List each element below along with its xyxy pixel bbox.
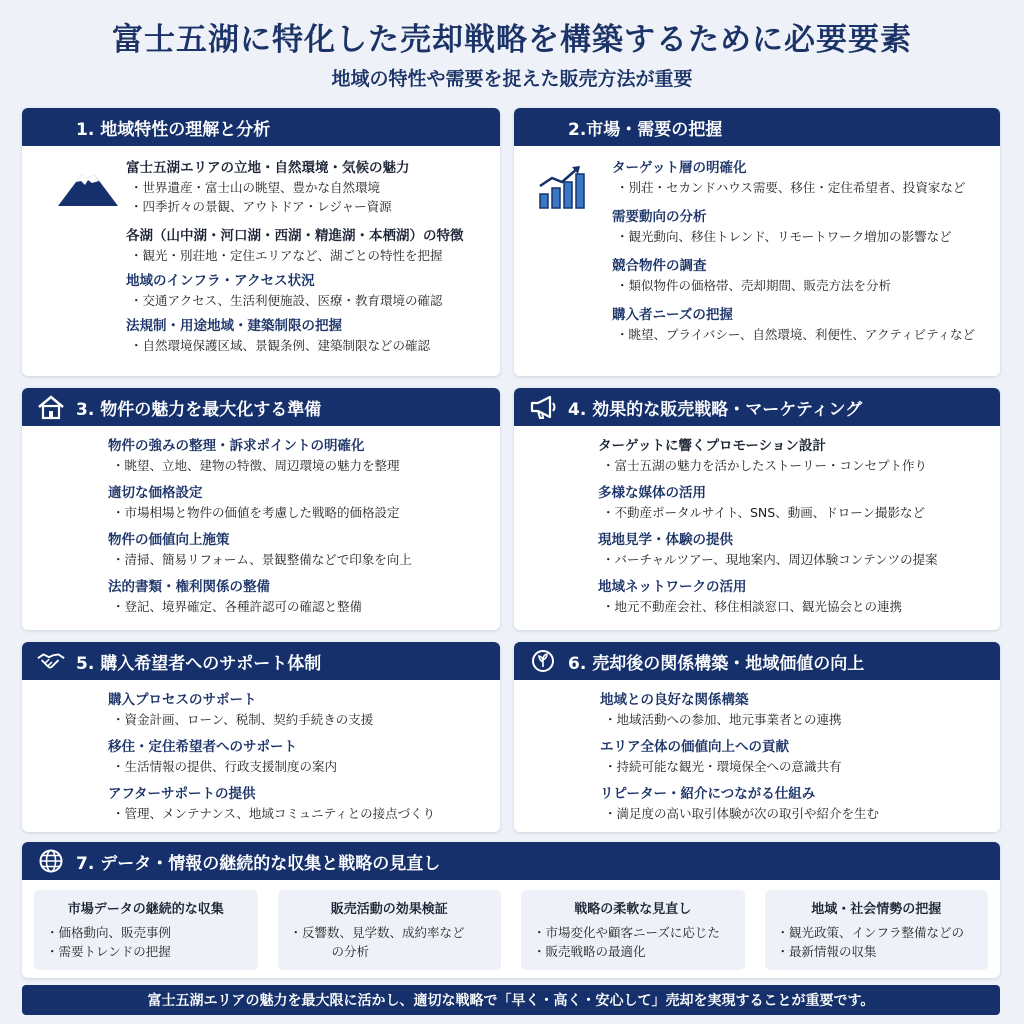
bullet-text: ・最新情報の収集: [776, 944, 877, 959]
bullet-text: ・眺望、プライバシー、自然環境、利便性、アクティビティなど: [616, 327, 976, 342]
bullet-text: ・管理、メンテナンス、地域コミュニティとの接点づくり: [112, 806, 436, 821]
bullet-text: ・持続可能な観光・環境保全への意識共有: [604, 759, 842, 774]
page-title: 富士五湖に特化した売却戦略を構築するために必要要素: [112, 22, 912, 58]
bullet-text: ・世界遺産・富士山の眺望、豊かな自然環境: [130, 180, 381, 195]
bullet-text: ・別荘・セカンドハウス需要、移住・定住希望者、投資家など: [616, 180, 966, 195]
review-item-title: 市場データの継続的な収集: [67, 902, 224, 917]
card-heading-text: 3. 物件の魅力を最大化する準備: [76, 399, 322, 420]
card-heading: [514, 642, 1000, 680]
section-title: 購入者ニーズの把握: [612, 307, 733, 323]
bullet-text: ・交通アクセス、生活利便施設、医療・教育環境の確認: [130, 293, 443, 308]
bullet-text: ・不動産ポータルサイト、SNS、動画、ドローン撮影など: [602, 505, 925, 520]
bullet-text: ・観光・別荘地・定住エリアなど、湖ごとの特性を把握: [130, 248, 443, 263]
section-title: 移住・定住希望者へのサポート: [108, 739, 297, 755]
bullet-text: ・市場変化や顧客ニーズに応じた: [533, 925, 720, 940]
bullet-text: ・資金計画、ローン、税制、契約手続きの支援: [112, 712, 374, 727]
card-post-sale-relations: [514, 642, 1000, 832]
footer-banner: [22, 985, 1000, 1015]
globe-icon: [36, 848, 66, 874]
handshake-icon: [36, 648, 66, 674]
bullet-text: ・登記、境界確定、各種許認可の確認と整備: [112, 599, 363, 614]
section-title: ターゲット層の明確化: [612, 160, 747, 176]
card-heading-text: 4. 効果的な販売戦略・マーケティング: [568, 399, 863, 420]
bullet-text: ・四季折々の景観、アウトドア・レジャー資源: [130, 199, 392, 214]
section-title: 地域との良好な関係構築: [600, 692, 749, 708]
bullet-text: ・生活情報の提供、行政支援制度の案内: [112, 759, 338, 774]
section-title: 適切な価格設定: [108, 485, 203, 501]
section-title: 競合物件の調査: [612, 258, 707, 274]
section-title: 地域のインフラ・アクセス状況: [126, 273, 315, 289]
review-item-title: 販売活動の効果検証: [330, 902, 448, 917]
section-title: リピーター・紹介につながる仕組み: [600, 786, 816, 802]
card-heading: [514, 108, 1000, 146]
review-item: [765, 890, 989, 970]
section-title: 物件の価値向上施策: [108, 532, 230, 548]
bullet-text: ・バーチャルツアー、現地案内、周辺体験コンテンツの提案: [602, 552, 938, 567]
bullet-text: の分析: [331, 944, 370, 959]
bullet-text: ・観光政策、インフラ整備などの: [776, 925, 965, 940]
bullet-text: ・市場相場と物件の価値を考慮した戦略的価格設定: [112, 505, 400, 520]
megaphone-icon: [528, 394, 558, 420]
review-item: [521, 890, 745, 970]
section-title: 法的書類・権利関係の整備: [108, 579, 270, 595]
card-heading-text: 7. データ・情報の継続的な収集と戦略の見直し: [76, 853, 441, 874]
card-heading: [22, 108, 500, 146]
section-title: 地域ネットワークの活用: [598, 579, 747, 595]
bullet-text: ・価格動向、販売事例: [46, 925, 172, 940]
card-heading: [22, 642, 500, 680]
card-sales-marketing: [514, 388, 1000, 630]
bullet-text: ・自然環境保護区域、景観条例、建築制限などの確認: [130, 338, 431, 353]
card-heading: [514, 388, 1000, 426]
bullet-text: ・地域活動への参加、地元事業者との連携: [604, 712, 842, 727]
card-heading-text: 2.市場・需要の把握: [568, 119, 723, 140]
review-item-title: 地域・社会情勢の把握: [811, 902, 942, 917]
card-heading: [22, 842, 1000, 880]
bullet-text: ・地元不動産会社、移住相談窓口、観光協会との連携: [602, 599, 903, 614]
bullet-text: ・眺望、立地、建物の特徴、周辺環境の魅力を整理: [112, 458, 400, 473]
house-icon: [36, 394, 66, 420]
bullet-text: ・販売戦略の最適化: [533, 944, 646, 959]
card-property-preparation: [22, 388, 500, 630]
section-title: 現地見学・体験の提供: [598, 532, 733, 548]
card-market-demand: [514, 108, 1000, 376]
card-heading-text: 1. 地域特性の理解と分析: [76, 119, 271, 140]
bullet-text: ・類似物件の価格帯、売却期間、販売方法を分析: [616, 278, 892, 293]
section-title: 富士五湖エリアの立地・自然環境・気候の魅力: [126, 160, 410, 176]
bullet-text: ・反響数、見学数、成約率など: [289, 925, 465, 940]
section-title: ターゲットに響くプロモーション設計: [598, 438, 826, 454]
card-buyer-support: [22, 642, 500, 832]
card-heading-text: 5. 購入希望者へのサポート体制: [76, 653, 322, 674]
bullet-text: ・富士五湖の魅力を活かしたストーリー・コンセプト作り: [602, 458, 928, 473]
section-title: 多様な媒体の活用: [598, 485, 706, 501]
section-title: アフターサポートの提供: [108, 786, 256, 802]
section-title: 法規制・用途地域・建築制限の把握: [126, 318, 342, 334]
card-heading-text: 6. 売却後の関係構築・地域価値の向上: [568, 653, 865, 674]
review-item-title: 戦略の柔軟な見直し: [574, 902, 692, 917]
bullet-text: ・需要トレンドの把握: [46, 944, 171, 959]
page-subtitle: 地域の特性や需要を捉えた販売方法が重要: [331, 68, 693, 90]
section-title: 物件の強みの整理・訴求ポイントの明確化: [108, 438, 365, 454]
section-title: エリア全体の価値向上への貢献: [600, 739, 789, 755]
data-review-items: [34, 890, 988, 970]
card-heading: [22, 388, 500, 426]
card-regional-analysis: [22, 108, 500, 376]
footer-text: 富士五湖エリアの魅力を最大限に活かし、適切な戦略で「早く・高く・安心して」売却を実現することが重要です。: [147, 993, 875, 1009]
bullet-text: ・清掃、簡易リフォーム、景観整備などで印象を向上: [112, 552, 412, 567]
card-data-review: [22, 842, 1000, 978]
review-item: [34, 890, 258, 970]
bullet-text: ・満足度の高い取引体験が次の取引や紹介を生む: [604, 806, 880, 821]
section-title: 購入プロセスのサポート: [108, 692, 257, 708]
section-title: 需要動向の分析: [612, 209, 707, 225]
section-title: 各湖（山中湖・河口湖・西湖・精進湖・本栖湖）の特徴: [126, 228, 464, 244]
review-item: [278, 890, 502, 970]
leaf-icon: [528, 648, 558, 674]
bullet-text: ・観光動向、移住トレンド、リモートワーク増加の影響など: [616, 229, 952, 244]
